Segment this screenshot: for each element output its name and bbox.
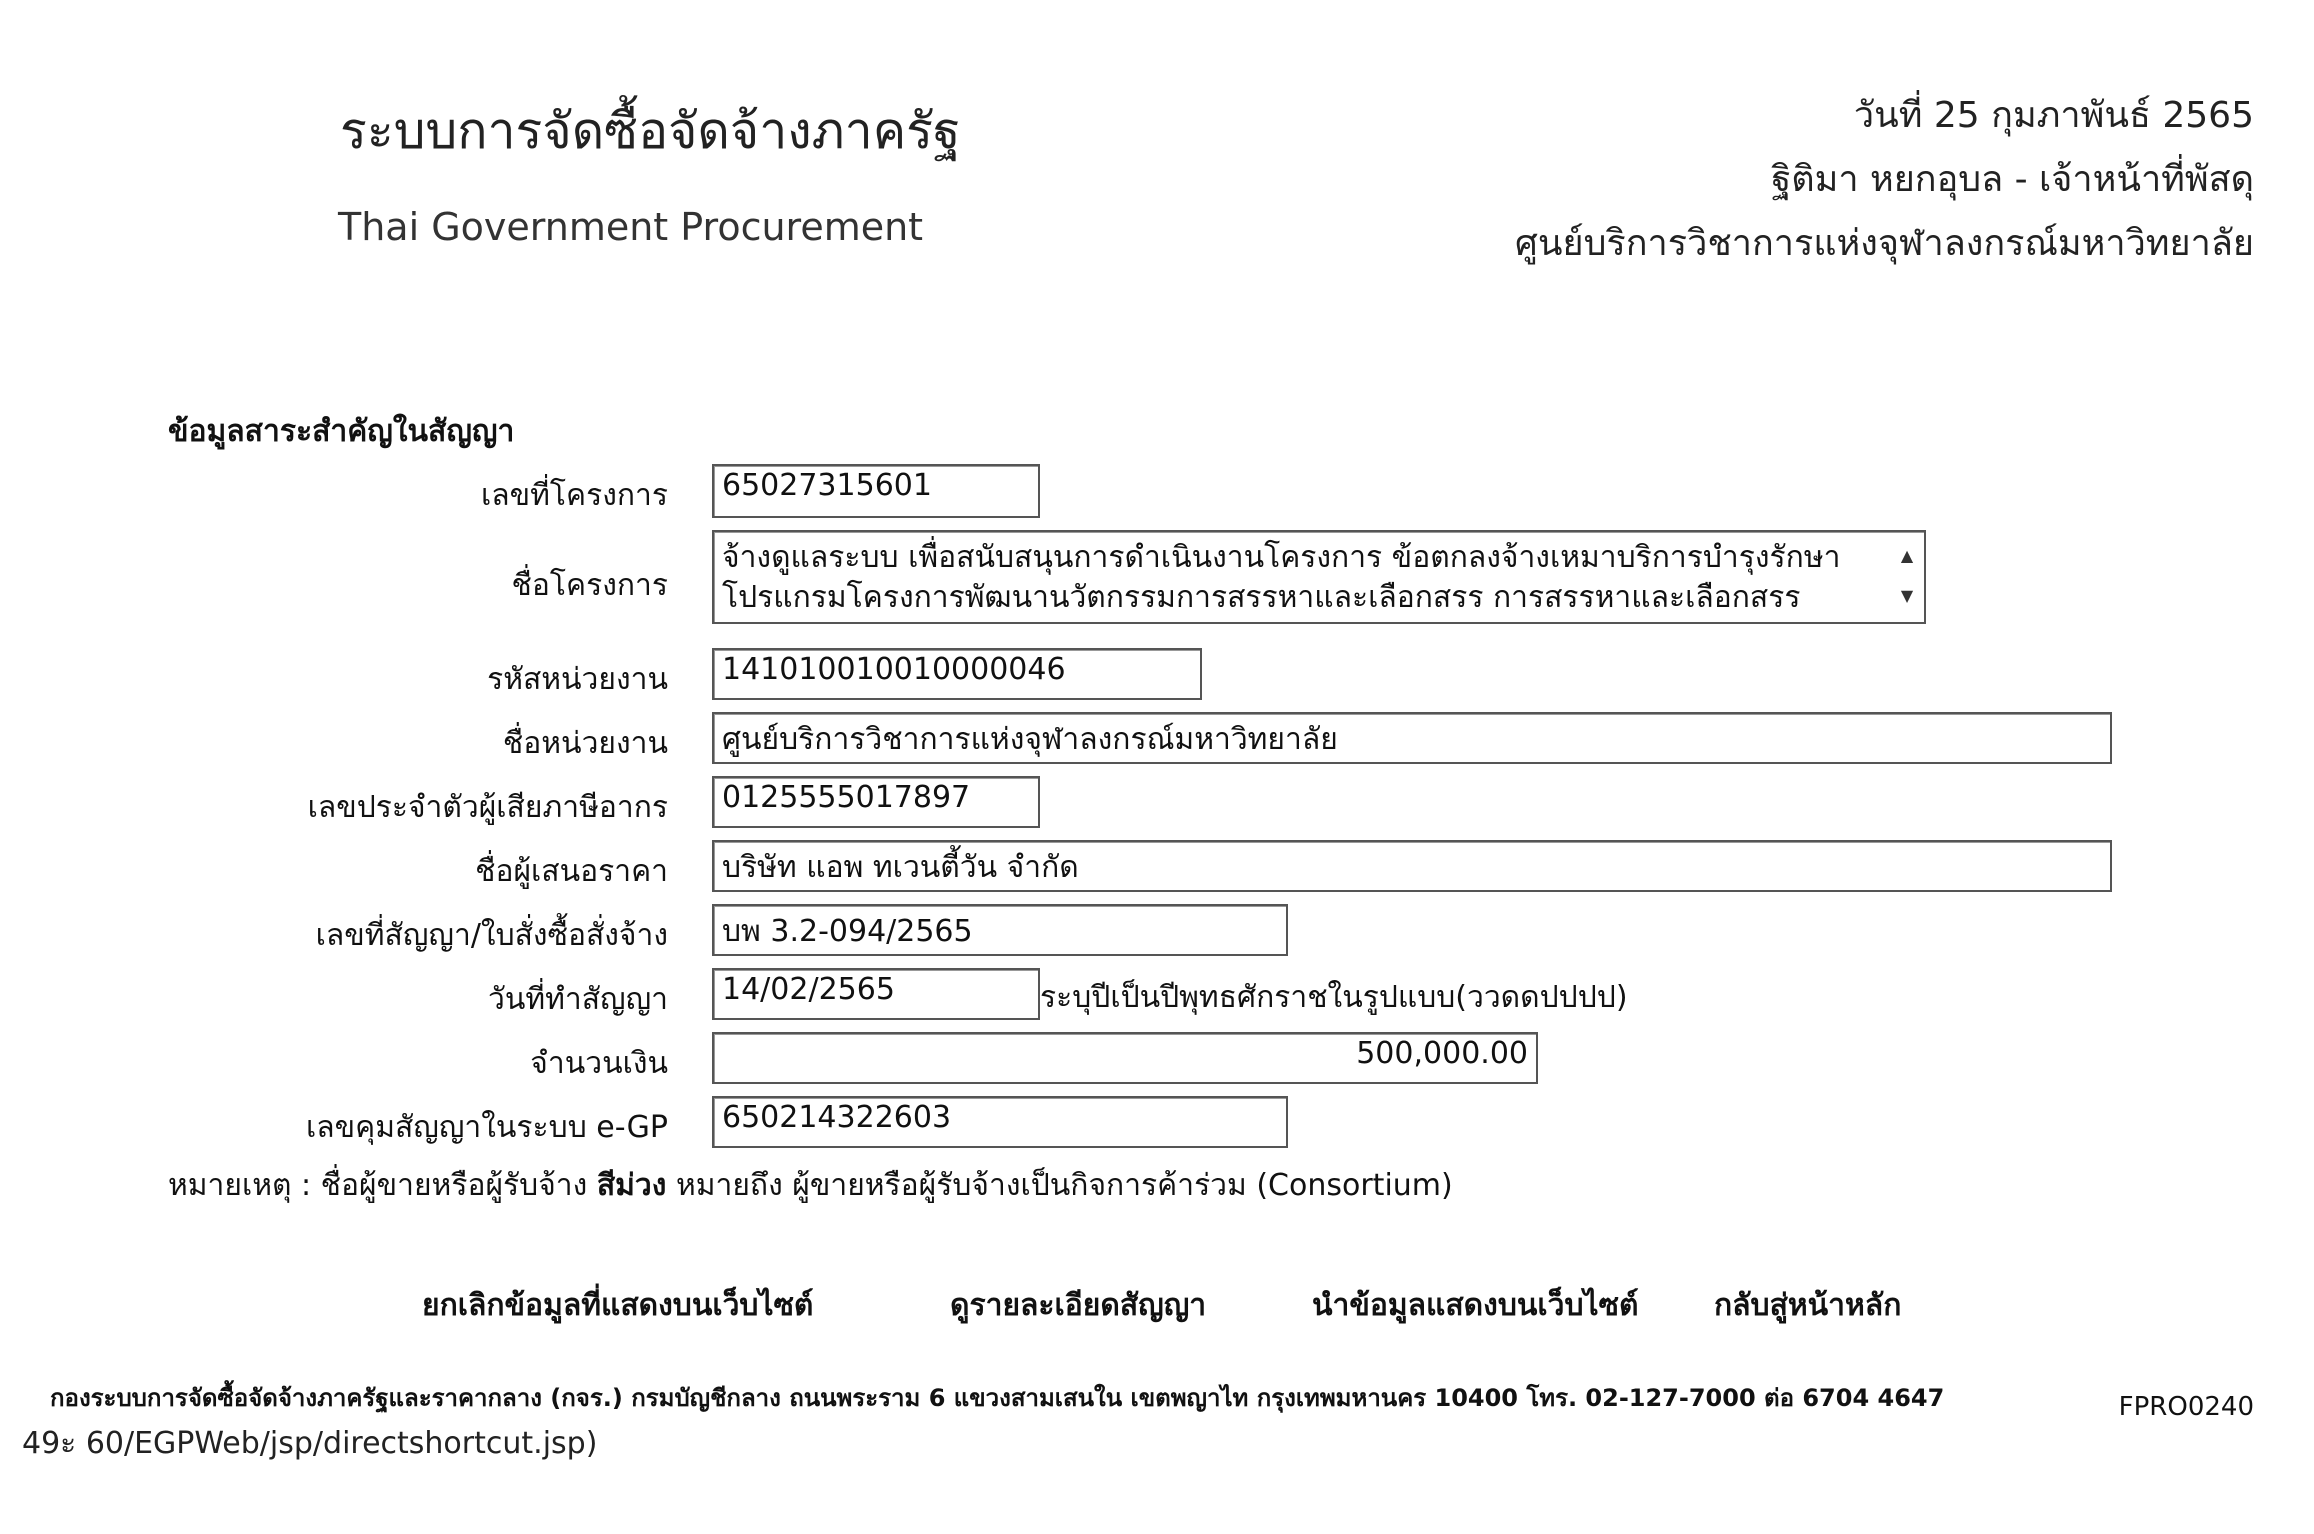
system-title-th: ระบบการจัดซื้อจัดจ้างภาครัฐ xyxy=(340,102,961,160)
egp-no-field[interactable]: 650214322603 xyxy=(712,1096,1288,1148)
contract-no-field[interactable]: บพ 3.2-094/2565 xyxy=(712,904,1288,956)
dept-code-label: รหัสหน่วยงาน xyxy=(487,662,668,697)
header-user: ฐิติมา หยกอุบล - เจ้าหน้าที่พัสดุ xyxy=(1771,159,2254,200)
contract-date-field[interactable]: 14/02/2565 xyxy=(712,968,1040,1020)
dept-name-label: ชื่อหน่วยงาน xyxy=(502,726,668,761)
cancel-display-button[interactable]: ยกเลิกข้อมูลที่แสดงบนเว็บไซต์ xyxy=(422,1288,814,1323)
contract-date-label: วันที่ทำสัญญา xyxy=(487,982,668,1017)
tax-id-field[interactable]: 0125555017897 xyxy=(712,776,1040,828)
amount-label: จำนวนเงิน xyxy=(530,1046,668,1081)
view-contract-button[interactable]: ดูรายละเอียดสัญญา xyxy=(950,1288,1207,1323)
footer-address: กองระบบการจัดซื้อจัดจ้างภาครัฐและราคากลาง (กจร.) กรมบัญชีกลาง ถนนพระราม 6 แขวงสามเสนใน เขตพญาไท กรุงเทพมหานคร 10400 โทร. 02-127-7000 ต่อ 6704 4647 xyxy=(50,1384,1945,1412)
project-no-field[interactable]: 65027315601 xyxy=(712,464,1040,518)
dept-code-field[interactable]: 141010010010000046 xyxy=(712,648,1202,700)
header-date: วันที่ 25 กุมภาพันธ์ 2565 xyxy=(1853,95,2254,136)
project-name-text: จ้างดูแลระบบ เพื่อสนับสนุนการดำเนินงานโครงการ ข้อตกลงจ้างเหมาบริการบำรุงรักษาโปรแกรมโครงการพัฒนานวัตกรรมการสรรหาและเลือกสรร การสรรหาและเลือกสรร xyxy=(722,540,1841,615)
project-name-textarea[interactable] xyxy=(712,530,1926,624)
textarea-scrollbar[interactable] xyxy=(1894,536,1920,612)
print-url: 49ะ 60/EGPWeb/jsp/directshortcut.jsp) xyxy=(22,1426,598,1461)
dept-name-field[interactable]: ศูนย์บริการวิชาการแห่งจุฬาลงกรณ์มหาวิทยาลัย xyxy=(712,712,2112,764)
publish-button[interactable]: นำข้อมูลแสดงบนเว็บไซต์ xyxy=(1312,1288,1639,1323)
project-name-label: ชื่อโครงการ xyxy=(511,568,668,603)
form-code: FPRO0240 xyxy=(2118,1392,2254,1422)
consortium-note xyxy=(168,1162,1453,1209)
egp-no-label: เลขคุมสัญญาในระบบ e-GP xyxy=(306,1110,668,1145)
home-button[interactable]: กลับสู่หน้าหลัก xyxy=(1714,1288,1902,1323)
scroll-down-icon[interactable]: ▼ xyxy=(1900,586,1914,605)
system-title-en: Thai Government Procurement xyxy=(338,205,924,249)
note-prefix: หมายเหตุ : ชื่อผู้ขายหรือผู้รับจ้าง xyxy=(168,1168,597,1203)
bidder-field[interactable]: บริษัท แอพ ทเวนตี้วัน จำกัด xyxy=(712,840,2112,892)
project-no-label: เลขที่โครงการ xyxy=(481,478,668,513)
contract-no-label: เลขที่สัญญา/ใบสั่งซื้อสั่งจ้าง xyxy=(315,918,668,953)
tax-id-label: เลขประจำตัวผู้เสียภาษีอากร xyxy=(307,790,668,825)
amount-field[interactable]: 500,000.00 xyxy=(712,1032,1538,1084)
scroll-up-icon[interactable]: ▲ xyxy=(1900,546,1914,565)
bidder-label: ชื่อผู้เสนอราคา xyxy=(475,854,668,889)
contract-date-hint: ระบุปีเป็นปีพุทธศักราชในรูปแบบ(ววดดปปปป) xyxy=(1040,980,1628,1015)
header-agency: ศูนย์บริการวิชาการแห่งจุฬาลงกรณ์มหาวิทยาลัย xyxy=(1515,223,2254,264)
note-highlight: สีม่วง xyxy=(596,1168,667,1203)
section-title: ข้อมูลสาระสำคัญในสัญญา xyxy=(168,414,515,449)
note-suffix: หมายถึง ผู้ขายหรือผู้รับจ้างเป็นกิจการค้าร่วม (Consortium) xyxy=(666,1168,1453,1203)
